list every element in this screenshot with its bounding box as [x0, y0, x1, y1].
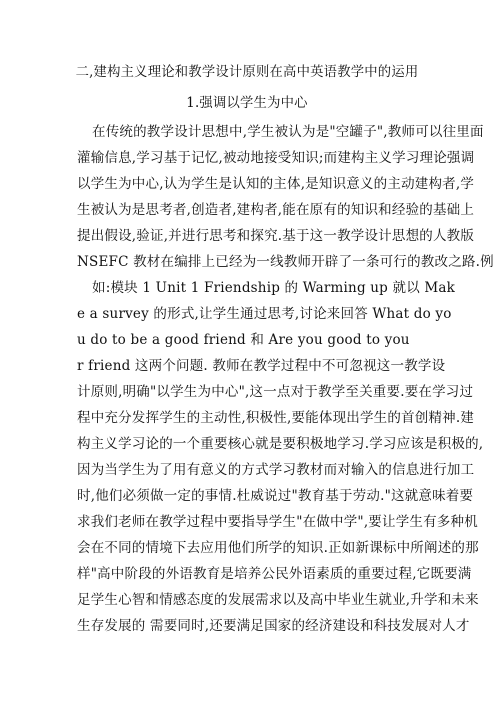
subsection-heading: 1.强调以学生为中心: [186, 95, 308, 111]
body-line: u do to be a good friend 和 Are you good to you: [77, 332, 410, 348]
body-line: 程中充分发挥学生的主动性,积极性,要能体现出学生的首创精神.建: [77, 410, 475, 426]
body-line: r friend 这两个问题. 教师在教学过程中不可忽视这一教学设: [77, 358, 446, 374]
body-line: NSEFC 教材在编排上已经为一线教师开辟了一条可行的教改之路.例: [77, 254, 494, 270]
body-line: 灌输信息,学习基于记忆,被动地接受知识;而建构主义学习理论强调: [77, 150, 475, 166]
body-line: 提出假设,验证,并进行思考和探究.基于这一教学设计思想的人教版: [77, 228, 475, 244]
body-line: 时,他们必须做一定的事情.杜威说过"教育基于劳动."这就意味着要: [77, 488, 474, 504]
body-line: 因为当学生为了用有意义的方式学习教材而对输入的信息进行加工: [77, 462, 475, 478]
body-line: 会在不同的情境下去应用他们所学的知识.正如新课标中所阐述的那: [77, 540, 479, 556]
section-heading: 二,建构主义理论和教学设计原则在高中英语教学中的运用: [75, 64, 419, 80]
body-line: 求我们老师在教学过程中要指导学生"在做中学",要让学生有多种机: [77, 514, 478, 530]
body-line: 如:模块 1 Unit 1 Friendship 的 Warming up 就以 Mak: [92, 280, 456, 296]
body-line: 足学生心智和情感态度的发展需求以及高中毕业生就业,升学和未来: [77, 592, 479, 608]
body-line: 构主义学习论的一个重要核心就是要积极地学习.学习应该是积极的,: [77, 436, 484, 452]
body-line: 生被认为是思考者,创造者,建构者,能在原有的知识和经验的基础上: [77, 202, 475, 218]
body-line: 在传统的教学设计思想中,学生被认为是"空罐子",教师可以往里面: [92, 124, 484, 140]
body-line: 样"高中阶段的外语教育是培养公民外语素质的重要过程,它既要满: [77, 566, 472, 582]
body-line: 以学生为中心,认为学生是认知的主体,是知识意义的主动建构者,学: [77, 176, 475, 192]
body-line: 计原则,明确"以学生为中心",这一点对于教学至关重要.要在学习过: [77, 384, 474, 400]
body-line: e a survey 的形式,让学生通过思考,讨论来回答 What do yo: [77, 306, 452, 322]
body-line: 生存发展的 需要同时,还要满足国家的经济建设和科技发展对人才: [77, 618, 470, 634]
